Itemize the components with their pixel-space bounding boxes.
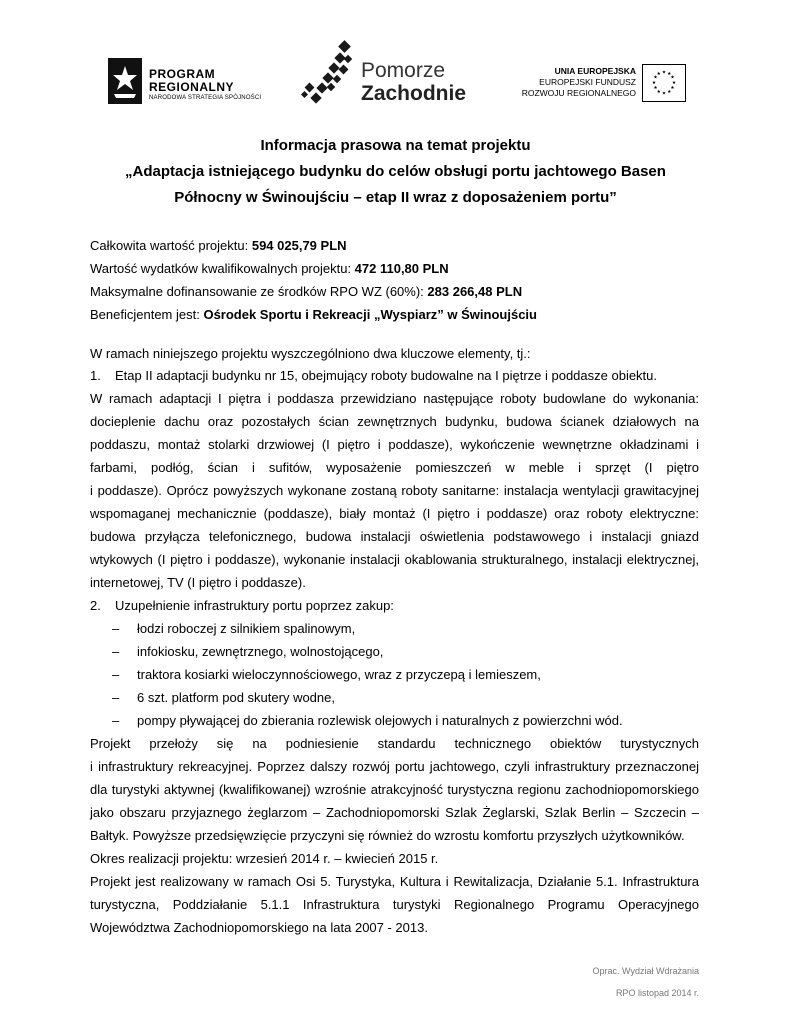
project-period: Okres realizacji projektu: wrzesień 2014 r. – kwiecień 2015 r. xyxy=(90,851,439,866)
ue-line1: UNIA EUROPEJSKA xyxy=(554,66,636,76)
max-funding-line: Maksymalne dofinansowanie ze środków RPO WZ (60%): 283 266,48 PLN xyxy=(90,284,523,299)
para2-line: i infrastruktury rekreacyjnej. Poprzez dalszy rozwój portu jachtowego, czyli infrastruktury przeznaczonej xyxy=(90,759,699,774)
bullet-dash: – xyxy=(112,713,120,728)
svg-text:★: ★ xyxy=(653,75,658,81)
ue-line3: ROZWOJU REGIONALNEGO xyxy=(521,88,636,98)
para1-line: poddaszu, montaż stolarki drzwiowej (I piętro i poddasze), wykończenie wewnętrzne okładzinami i xyxy=(90,437,699,452)
item2-number: 2. xyxy=(90,598,101,613)
para1-line: W ramach adaptacji I piętra i poddasza przewidziano następujące roboty budowlane do wykonania: xyxy=(90,391,699,406)
beneficiary-value: Ośrodek Sportu i Rekreacji „Wyspiarz” w Świnoujściu xyxy=(203,307,537,322)
bullet-dash: – xyxy=(112,621,120,636)
eligible-value: 472 110,80 PLN xyxy=(354,261,449,276)
item2-text: Uzupełnienie infrastruktury portu poprzez zakup: xyxy=(115,598,394,613)
program-regionalny-star-icon xyxy=(108,58,142,104)
para2-line: jako obszaru przyjaznego żeglarzom – Zachodniopomorski Szlak Żeglarski, Szlak Berlin – Szczecin – xyxy=(90,805,699,820)
ue-line2: EUROPEJSKI FUNDUSZ xyxy=(539,77,636,87)
para1-line: farbami, podłóg, ścian i sufitów, wyposażenie pomieszczeń w meble i sprzęt (I piętro xyxy=(90,460,699,475)
svg-text:★: ★ xyxy=(671,80,677,86)
program-line3: NARODOWA STRATEGIA SPÓJNOŚCI xyxy=(149,95,262,101)
bullet-item: traktora kosiarki wieloczynnościowego, wraz z przyczepą i lemieszem, xyxy=(137,667,541,682)
title-line1: Informacja prasowa na temat projektu xyxy=(260,137,531,154)
beneficiary-line: Beneficjentem jest: Ośrodek Sportu i Rekreacji „Wyspiarz” w Świnoujściu xyxy=(90,307,537,322)
document-title xyxy=(60,133,731,211)
pomorze-line2: Zachodnie xyxy=(361,82,467,105)
bullet-item: 6 szt. platform pod skutery wodne, xyxy=(137,690,335,705)
pomorze-line1: Pomorze xyxy=(361,59,446,82)
eu-flag-icon xyxy=(642,64,686,102)
para3-last-line: Województwa Zachodniopomorskiego na lata 2007 - 2013. xyxy=(90,920,428,935)
svg-text:★: ★ xyxy=(656,71,661,77)
eligible-value-line: Wartość wydatków kwalifikowalnych projektu: 472 110,80 PLN xyxy=(90,261,449,276)
program-line1: PROGRAM xyxy=(149,67,216,81)
footer-author: Oprac. Wydział Wdrażania xyxy=(592,966,699,976)
header-logos xyxy=(0,0,791,120)
program-regionalny-logo xyxy=(108,58,268,108)
unia-europejska-logo xyxy=(502,64,686,104)
svg-text:★: ★ xyxy=(656,89,661,95)
para1-line: i poddasze). Oprócz powyższych wykonane zostaną roboty sanitarne: instalacja wentylacji grawitacyjnej xyxy=(90,483,699,498)
item1-number: 1. xyxy=(90,368,101,383)
para1-line: wtykowych (I piętro i poddasze), wykonanie instalacji okablowania strukturalnego, instalacji elektrycznej, xyxy=(90,552,699,567)
para1-line: wspomaganej mechanicznie (poddasze), biały montaż (I piętro i poddasze) oraz roboty elektryczne: xyxy=(90,506,699,521)
svg-text:★: ★ xyxy=(661,91,667,97)
pomorze-zachodnie-logo xyxy=(300,40,467,110)
title-line2: „Adaptacja istniejącego budynku do celów obsługi portu jachtowego Basen xyxy=(125,163,666,180)
svg-text:★: ★ xyxy=(651,80,657,86)
bullet-item: łodzi roboczej z silnikiem spalinowym, xyxy=(137,621,356,636)
bullet-dash: – xyxy=(112,644,120,659)
para3-line: Projekt jest realizowany w ramach Osi 5. Turystyka, Kultura i Rewitalizacja, Działanie 5.1. Infrastruktura xyxy=(90,874,699,889)
para1-line: docieplenie dachu oraz pozostałych ścian zewnętrznych budynku, budowa ścianek działowych na xyxy=(90,414,699,429)
pomorze-zachodnie-mark-icon xyxy=(300,40,356,108)
bullet-dash: – xyxy=(112,667,120,682)
program-line2: REGIONALNY xyxy=(149,80,235,94)
svg-text:★: ★ xyxy=(667,89,672,95)
para1-line: budowa przyłącza telefonicznego, budowa instalacji oświetlenia podstawowego i instalacji gniazd xyxy=(90,529,699,544)
para2-last-line: Bałtyk. Powyższe przedsięwzięcie przyczyni się również do wzrostu komfortu przyszłych użytkowników. xyxy=(90,828,685,843)
svg-text:★: ★ xyxy=(661,70,667,76)
bullet-item: infokiosku, zewnętrznego, wolnostojącego, xyxy=(137,644,384,659)
total-value: 594 025,79 PLN xyxy=(251,238,347,253)
para2-line: dla turystyki aktywnej (kwalifikowanej) wzrośnie atrakcyjność turystyczna regionu zachodniopomorskiego xyxy=(90,782,699,797)
intro-paragraph: W ramach niniejszego projektu wyszczególniono dwa kluczowe elementy, tj.: xyxy=(90,346,531,361)
svg-text:★: ★ xyxy=(653,86,658,92)
total-value-line: Całkowita wartość projektu: 594 025,79 PLN xyxy=(90,238,347,253)
bullet-item: pompy pływającej do zbierania rozlewisk olejowych i naturalnych z powierzchni wód. xyxy=(137,713,623,728)
svg-text:★: ★ xyxy=(667,71,672,77)
para1-last-line: internetowej, TV (I piętro i poddasze). xyxy=(90,575,306,590)
max-funding-value: 283 266,48 PLN xyxy=(427,284,523,299)
title-line3: Północny w Świnoujściu – etap II wraz z doposażeniem portu” xyxy=(174,189,617,206)
svg-text:★: ★ xyxy=(670,86,675,92)
item1-text: Etap II adaptacji budynku nr 15, obejmujący roboty budowalne na I piętrze i poddasze obiektu. xyxy=(115,368,658,383)
para3-line: turystyczna, Poddziałanie 5.1.1 Infrastruktura turystyki Regionalnego Programu Operacyjnego xyxy=(90,897,699,912)
para2-line: Projekt przełoży się na podniesienie standardu technicznego obiektów turystycznych xyxy=(90,736,699,751)
bullet-dash: – xyxy=(112,690,120,705)
footer-date: RPO listopad 2014 r. xyxy=(615,988,699,998)
svg-text:★: ★ xyxy=(670,75,675,81)
